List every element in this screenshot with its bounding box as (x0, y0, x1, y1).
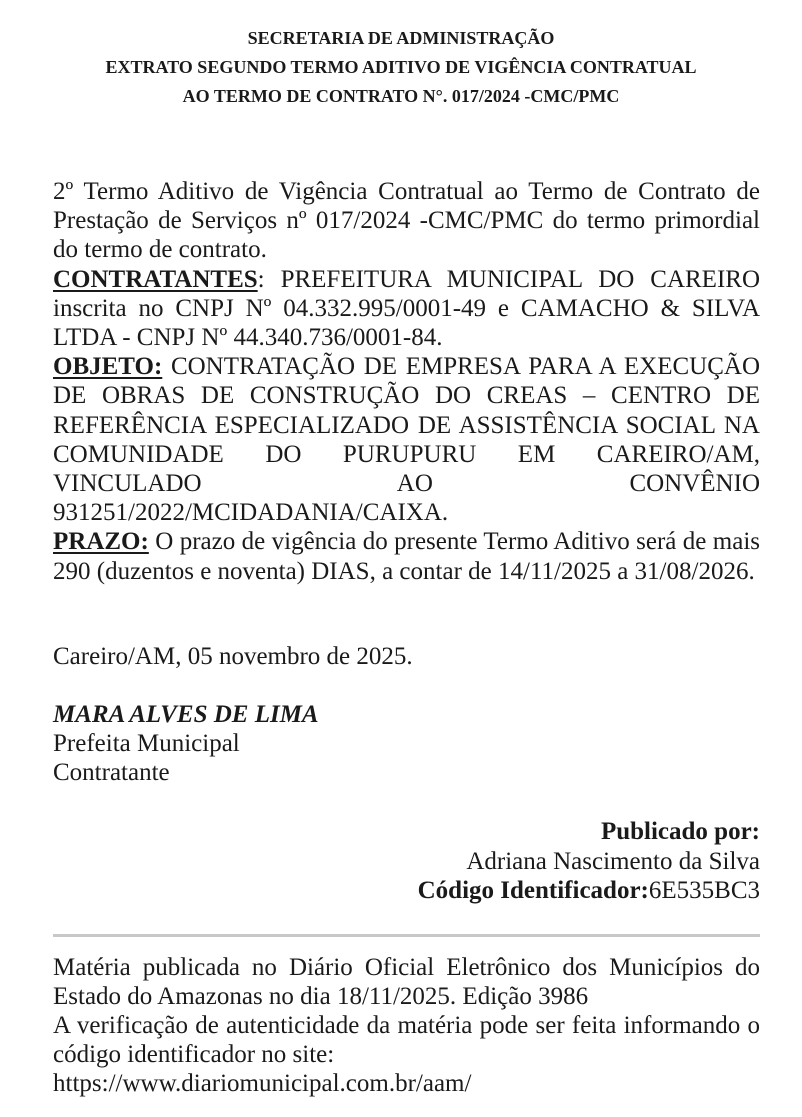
header-contract-number: AO TERMO DE CONTRATO N°. 017/2024 -CMC/PMC (182, 86, 620, 106)
objeto-text: CONTRATAÇÃO DE EMPRESA PARA A EXECUÇÃO DE OBRAS DE CONSTRUÇÃO DO CREAS – CENTRO DE REFERÊNCIA ESPECIALIZADO DE ASSISTÊNCIA SOCIAL NA COMUNIDADE DO PURUPURU EM CAREIRO/AM, VINCULADO AO CONVÊNIO 931251/2022/MCIDADANIA/CAIXA. (53, 353, 760, 527)
footer-verification-note: A verificação de autenticidade da matéria pode ser feita informando o código identificador no site: (53, 1012, 760, 1068)
publisher-name: Adriana Nascimento da Silva (466, 847, 760, 875)
contratantes-text: PREFEITURA MUNICIPAL DO CAREIRO inscrita no CNPJ Nº 04.332.995/0001-49 e CAMACHO & SILVA LTDA - CNPJ Nº 44.340.736/0001-84. (53, 265, 760, 352)
footer-url-link[interactable]: https://www.diariomunicipal.com.br/aam/ (53, 1070, 472, 1097)
objeto-paragraph (53, 352, 760, 527)
footer (53, 953, 760, 1098)
prazo-paragraph (53, 527, 760, 585)
header-department: SECRETARIA DE ADMINISTRAÇÃO (247, 28, 555, 48)
header-extract-title: EXTRATO SEGUNDO TERMO ADITIVO DE VIGÊNCIA CONTRATUAL (105, 57, 697, 77)
intro-paragraph: 2º Termo Aditivo de Vigência Contratual ao Termo de Contrato de Prestação de Serviços nº 017/2024 -CMC/PMC do termo primordial do termo de contrato. (53, 178, 760, 264)
signatory-role: Prefeita Municipal (53, 730, 240, 757)
signature-block (53, 700, 319, 787)
contratantes-label: CONTRATANTES (53, 265, 258, 293)
footer-divider (53, 934, 760, 937)
identifier-label: Código Identificador: (417, 877, 649, 904)
objeto-label: OBJETO: (53, 353, 163, 381)
signatory-name: MARA ALVES DE LIMA (53, 701, 319, 728)
contratantes-paragraph (53, 265, 760, 353)
document-body (53, 177, 760, 586)
identifier-code: 6E535BC3 (648, 877, 760, 904)
prazo-label: PRAZO: (53, 528, 149, 556)
date-line: Careiro/AM, 05 novembro de 2025. (53, 643, 413, 670)
identifier-line (418, 876, 760, 906)
publication-block (418, 817, 760, 906)
document-header (0, 24, 802, 111)
contratantes-separator: : (257, 265, 265, 293)
published-by-label: Publicado por: (600, 818, 760, 845)
footer-publication-note: Matéria publicada no Diário Oficial Eletrônico dos Municípios do Estado do Amazonas no dia 18/11/2025. Edição 3986 (53, 954, 760, 1010)
prazo-text: O prazo de vigência do presente Termo Aditivo será de mais 290 (duzentos e noventa) DIAS, a contar de 14/11/2025 a 31/08/2026. (53, 528, 760, 585)
signatory-party: Contratante (53, 759, 170, 786)
